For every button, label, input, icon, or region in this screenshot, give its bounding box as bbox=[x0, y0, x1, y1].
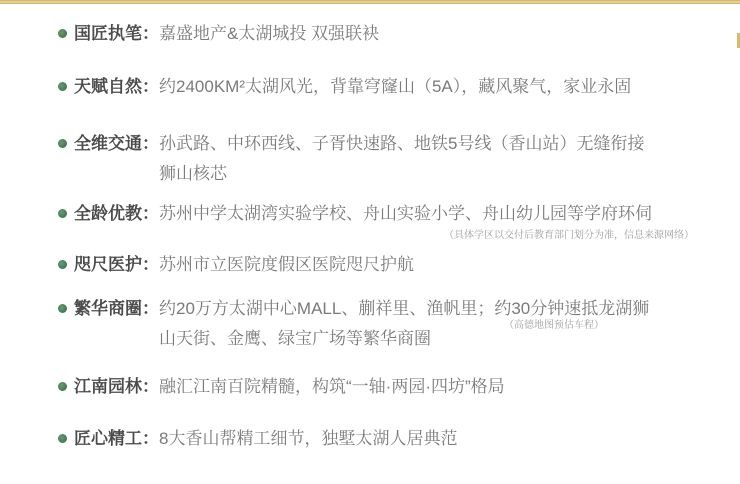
bullet-dot-icon bbox=[58, 139, 67, 148]
bullet-dot-icon bbox=[58, 382, 67, 391]
bullet-dot-icon bbox=[58, 29, 67, 38]
feature-item-education bbox=[58, 199, 694, 242]
feature-text: 苏州中学太湖湾实验学校、舟山实验小学、舟山幼儿园等学府环伺 bbox=[159, 204, 652, 223]
feature-text: 狮山核芯 bbox=[159, 164, 227, 183]
feature-item-transport bbox=[58, 129, 644, 189]
feature-label: 匠心精工： bbox=[74, 429, 159, 448]
feature-text: 嘉盛地产&太湖城投 双强联袂 bbox=[159, 24, 380, 43]
feature-label: 全龄优教： bbox=[74, 204, 159, 223]
feature-item-craftsman bbox=[58, 19, 379, 49]
gold-top-border bbox=[0, 0, 740, 4]
feature-label: 国匠执笔： bbox=[74, 24, 159, 43]
feature-label: 江南园林： bbox=[74, 377, 159, 396]
bullet-dot-icon bbox=[58, 304, 67, 313]
feature-label: 天赋自然： bbox=[74, 77, 159, 96]
bullet-dot-icon bbox=[58, 434, 67, 443]
bullet-dot-icon bbox=[58, 82, 67, 91]
feature-item-medical bbox=[58, 250, 414, 280]
feature-item-commerce bbox=[58, 294, 649, 354]
feature-label: 繁华商圈： bbox=[74, 299, 159, 318]
feature-item-nature bbox=[58, 72, 631, 102]
feature-text: 约2400KM²太湖风光，背靠穹窿山（5A），藏风聚气，家业永固 bbox=[159, 77, 632, 96]
disclaimer-note: （高德地图预估车程） bbox=[504, 320, 604, 331]
bullet-dot-icon bbox=[58, 209, 67, 218]
feature-text: 8大香山帮精工细节，独墅太湖人居典范 bbox=[159, 429, 458, 448]
feature-text: 孙武路、中环西线、子胥快速路、地铁5号线（香山站）无缝衔接 bbox=[159, 134, 645, 153]
feature-label: 咫尺医护： bbox=[74, 255, 159, 274]
feature-text: 苏州市立医院度假区医院咫尺护航 bbox=[159, 255, 414, 274]
bullet-dot-icon bbox=[58, 260, 67, 269]
disclaimer-note: （具体学区以交付后教育部门划分为准，信息来源网络） bbox=[444, 230, 694, 241]
feature-item-garden bbox=[58, 372, 505, 402]
feature-text: 融汇江南百院精髓，构筑“一轴·两园·四坊”格局 bbox=[159, 377, 505, 396]
feature-label: 全维交通： bbox=[74, 134, 159, 153]
feature-item-workmanship bbox=[58, 424, 457, 454]
feature-text: 山天街、金鹰、绿宝广场等繁华商圈 bbox=[159, 329, 431, 348]
feature-text: 约20万方太湖中心MALL、蒯祥里、渔帆里；约30分钟速抵龙湖狮 bbox=[159, 299, 650, 318]
